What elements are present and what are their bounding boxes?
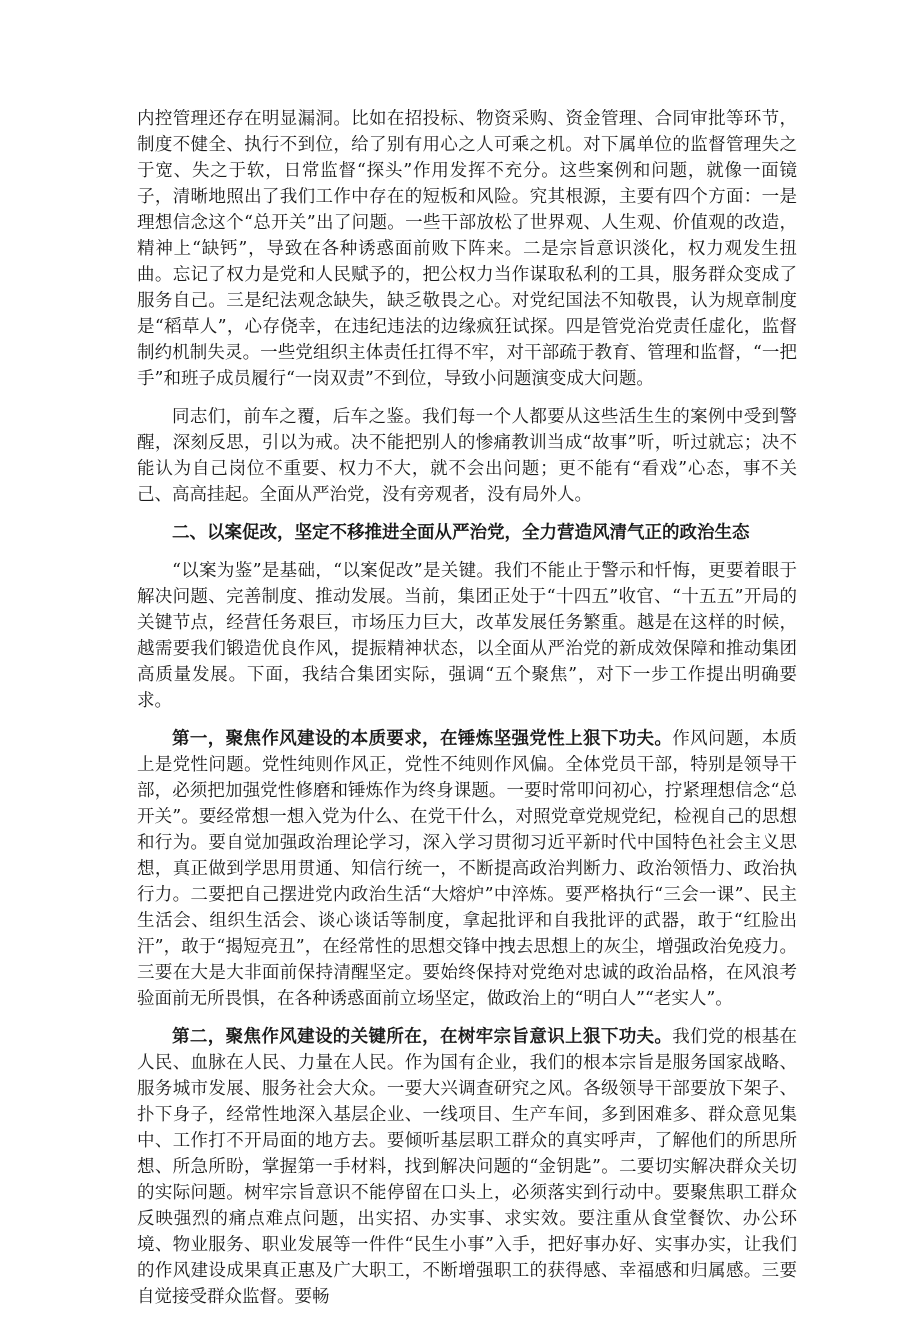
section-heading-2: 二、以案促改，坚定不移推进全面从严治党，全力营造风清气正的政治生态 bbox=[172, 523, 750, 543]
paragraph-root-causes: 内控管理还存在明显漏洞。比如在招投标、物资采购、资金管理、合同审批等环节，制度不健全、执行不到位，给了别有用心之人可乘之机。对下属单位的监督管理失之于宽、失之于软，日常监督“探头”作用发挥不充分。这些案例和问题，就像一面镜子，清晰地照出了我们工作中存在的短板和风险。究其根源，主要有四个方面：一是理想信念这个“总开关”出了问题。一些干部放松了世界观、人生观、价值观的改造，精神上“缺钙”，导致在各种诱惑面前败下阵来。二是宗旨意识淡化，权力观发生扭曲。忘记了权力是党和人民赋予的，把公权力当作谋取私利的工具，服务群众变成了服务自己。三是纪法观念缺失，缺乏敬畏之心。对党纪国法不知敬畏，认为规章制度是“稻草人”，心存侥幸，在违纪违法的边缘疯狂试探。四是管党治党责任虚化，监督制约机制失灵。一些党组织主体责任扛得不牢，对干部疏于教育、管理和监督，“一把手”和班子成员履行“一岗双责”不到位，导致小问题演变成大问题。 bbox=[137, 109, 797, 389]
point-1-lead: 第一，聚焦作风建设的本质要求，在锤炼坚强党性上狠下功夫。 bbox=[172, 729, 673, 749]
paragraph-intro: “以案为鉴”是基础，“以案促改”是关键。我们不能止于警示和忏悔，更要着眼于解决问题、完善制度、推动发展。当前，集团正处于“十四五”收官、“十五五”开局的关键节点，经营任务艰巨，市场压力巨大，改革发展任务繁重。越是在这样的时候，越需要我们锻造优良作风，提振精神状态，以全面从严治党的新成效保障和推动集团高质量发展。下面，我结合集团实际，强调“五个聚焦”，对下一步工作提出明确要求。 bbox=[137, 561, 797, 711]
point-2-body: 我们党的根基在人民、血脉在人民、力量在人民。作为国有企业，我们的根本宗旨是服务国家战略、服务城市发展、服务社会大众。一要大兴调查研究之风。各级领导干部要放下架子、扑下身子，经常性地深入基层企业、一线项目、生产车间，多到困难多、群众意见集中、工作打不开局面的地方去。要倾听基层职工群众的真实呼声，了解他们的所思所想、所急所盼，掌握第一手材料，找到解决问题的“金钥匙”。二要切实解决群众关切的实际问题。树牢宗旨意识不能停留在口头上，必须落实到行动中。要聚焦职工群众反映强烈的痛点难点问题，出实招、办实事、求实效。要注重从食堂餐饮、办公环境、物业服务、职业发展等一件件“民生小事”入手，把好事办好、实事办实，让我们的作风建设成果真正惠及广大职工，不断增强职工的获得感、幸福感和归属感。三要自觉接受群众监督。要畅 bbox=[137, 1027, 798, 1307]
paragraph-point-1 bbox=[137, 726, 797, 1012]
point-1-body: 作风问题，本质上是党性问题。党性纯则作风正，党性不纯则作风偏。全体党员干部，特别是领导干部，必须把加强党性修磨和锤炼作为终身课题。一要时常叩问初心，拧紧理想信念“总开关”。要经常想一想入党为什么、在党干什么，对照党章党规党纪，检视自己的思想和行为。要自觉加强政治理论学习，深入学习贯彻习近平新时代中国特色社会主义思想，真正做到学思用贯通、知信行统一，不断提高政治判断力、政治领悟力、政治执行力。二要把自己摆进党内政治生活“大熔炉”中淬炼。要严格执行“三会一课”、民主生活会、组织生活会、谈心谈话等制度，拿起批评和自我批评的武器，敢于“红脸出汗”，敢于“揭短亮丑”，在经常性的思想交锋中拽去思想上的灰尘，增强政治免疫力。三要在大是大非面前保持清醒坚定。要始终保持对党绝对忠诚的政治品格，在风浪考验面前无所畏惧，在各种诱惑面前立场坚定，做政治上的“明白人”“老实人”。 bbox=[137, 729, 798, 1009]
point-2-lead: 第二，聚焦作风建设的关键所在，在树牢宗旨意识上狠下功夫。 bbox=[172, 1027, 673, 1047]
paragraph-point-2 bbox=[137, 1024, 797, 1310]
paragraph-warning: 同志们，前车之覆，后车之鉴。我们每一个人都要从这些活生生的案例中受到警醒，深刻反思，引以为戒。决不能把别人的惨痛教训当成“故事”听，听过就忘；决不能认为自己岗位不重要、权力不大，就不会出问题；更不能有“看戏”心态，事不关己、高高挂起。全面从严治党，没有旁观者，没有局外人。 bbox=[137, 407, 797, 505]
document-page bbox=[137, 106, 797, 1322]
